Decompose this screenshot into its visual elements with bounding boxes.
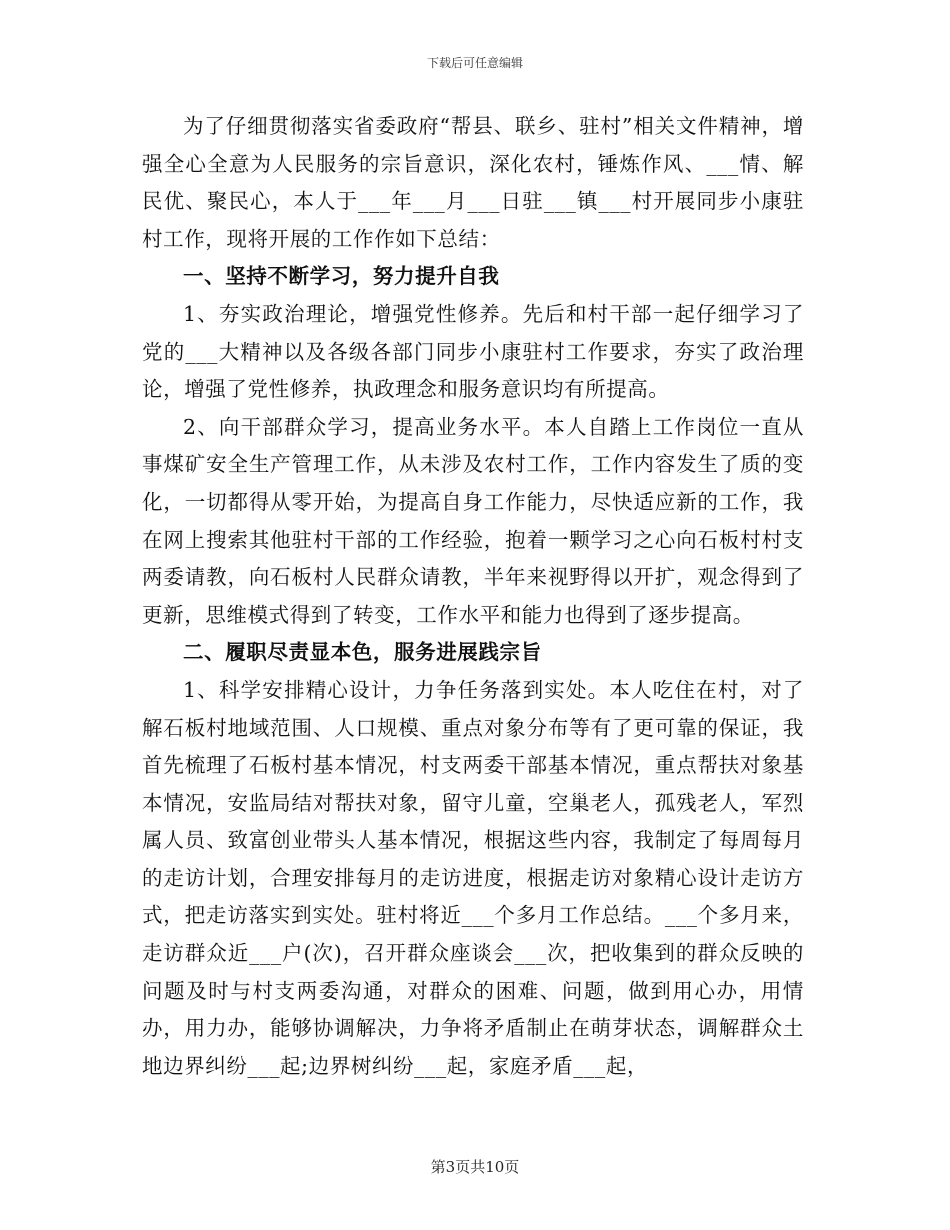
page-number-footer: 第3页共10页: [430, 1158, 520, 1176]
paragraph-1-1: 1、夯实政治理论，增强党性修养。先后和村干部一起仔细学习了党的___大精神以及各级各部门同步小康驻村工作要求，夯实了政治理论，增强了党性修养，执政理念和服务意识均有所提高。: [142, 301, 804, 402]
section-heading-1: 一、坚持不断学习，努力提升自我: [183, 264, 500, 289]
section-heading-2: 二、履职尽责显本色，服务进展践宗旨: [183, 640, 542, 665]
paragraph-intro: 为了仔细贯彻落实省委政府“帮县、联乡、驻村”相关文件精神，增强全心全意为人民服务的宗旨意识，深化农村，锤炼作风、___情、解民优、聚民心，本人于___年___月___日驻___镇___村开展同步小康驻村工作，现将开展的工作作如下总结：: [142, 114, 804, 251]
document-body: [142, 108, 804, 1085]
header-note: 下载后可任意编辑: [426, 56, 523, 70]
paragraph-2-1: 1、科学安排精心设计，力争任务落到实处。本人吃住在村，对了解石板村地域范围、人口规模、重点对象分布等有了更可靠的保证，我首先梳理了石板村基本情况，村支两委干部基本情况，重点帮扶对象基本情况，安监局结对帮扶对象，留守儿童，空巢老人，孤残老人，军烈属人员、致富创业带头人基本情况，根据这些内容，我制定了每周每月的走访计划，合理安排每月的走访进度，根据走访对象精心设计走访方式，把走访落实到实处。驻村将近___个多月工作总结。___个多月来，走访群众近___户(次)，召开群众座谈会___次，把收集到的群众反映的问题及时与村支两委沟通，对群众的困难、问题，做到用心办，用情办，用力办，能够协调解决，力争将矛盾制止在萌芽状态，调解群众土地边界纠纷___起;边界树纠纷___起，家庭矛盾___起，: [142, 677, 804, 1078]
paragraph-1-2: 2、向干部群众学习，提高业务水平。本人自踏上工作岗位一直从事煤矿安全生产管理工作，从未涉及农村工作，工作内容发生了质的变化，一切都得从零开始，为提高自身工作能力，尽快适应新的工作，我在网上搜索其他驻村干部的工作经验，抱着一颗学习之心向石板村村支两委请教，向石板村人民群众请教，半年来视野得以开扩，观念得到了更新，思维模式得到了转变，工作水平和能力也得到了逐步提高。: [142, 414, 804, 627]
